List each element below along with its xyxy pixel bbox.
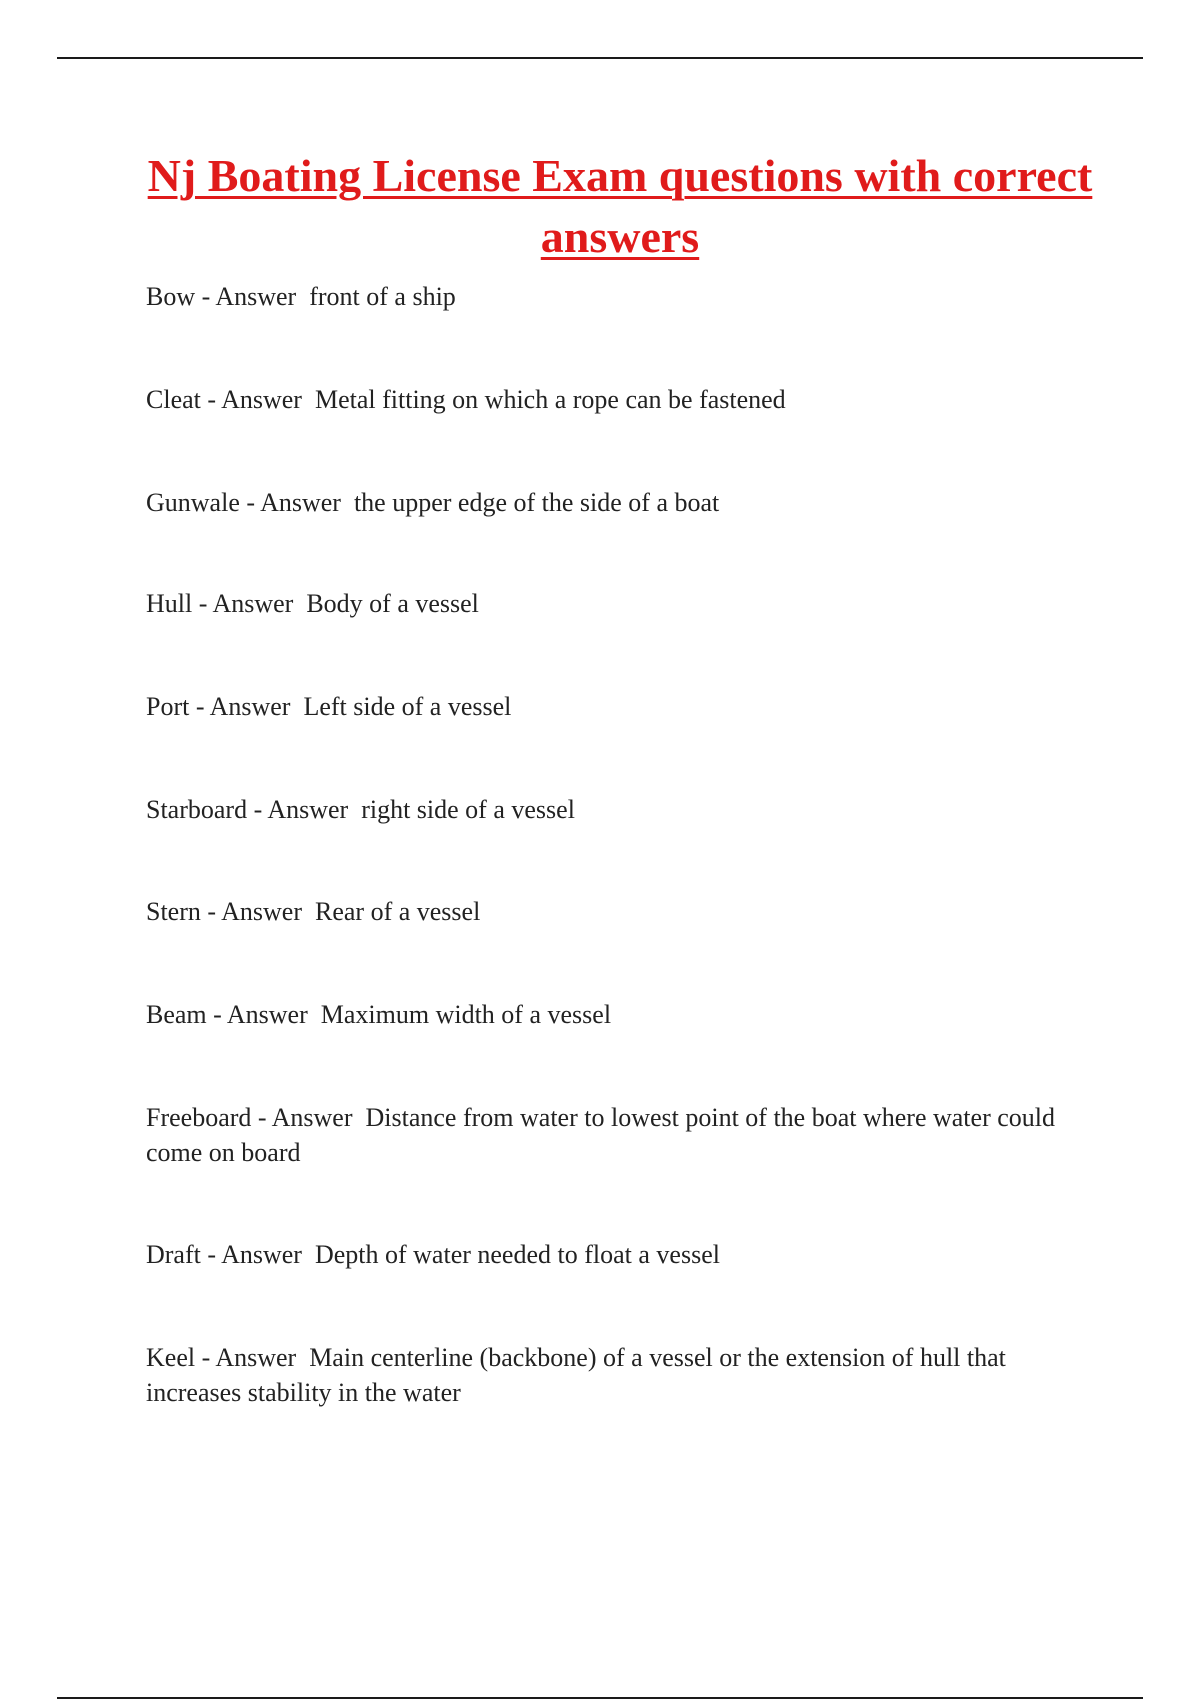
qa-term: Keel <box>146 1343 196 1372</box>
qa-item <box>146 1340 1091 1410</box>
qa-item <box>146 792 1091 827</box>
qa-term: Bow <box>146 282 196 311</box>
qa-separator: - Answer <box>195 282 310 311</box>
qa-separator: - Answer <box>200 385 315 414</box>
qa-item <box>146 382 1091 417</box>
qa-answer: front of a ship <box>309 282 456 311</box>
qa-term: Beam <box>146 1000 207 1029</box>
qa-term: Cleat <box>146 385 201 414</box>
qa-separator: - Answer <box>192 589 307 618</box>
qa-answer: Distance from water to lowest point of the boat where water could come on board <box>146 1103 1055 1167</box>
qa-separator: - Answer <box>206 1000 321 1029</box>
qa-answer: right side of a vessel <box>361 795 575 824</box>
bottom-divider <box>57 1697 1143 1699</box>
qa-answer: the upper edge of the side of a boat <box>353 488 720 517</box>
qa-item <box>146 689 1091 724</box>
qa-item <box>146 997 1091 1032</box>
document-title: Nj Boating License Exam questions with correct answers <box>147 150 1093 262</box>
qa-separator: - Answer <box>247 795 362 824</box>
qa-item <box>146 894 1091 929</box>
qa-separator: - Answer <box>251 1103 366 1132</box>
qa-term: Draft <box>146 1240 201 1269</box>
qa-term: Hull <box>146 589 193 618</box>
qa-answer: Depth of water needed to float a vessel <box>314 1240 720 1269</box>
qa-item <box>146 279 1091 314</box>
qa-separator: - Answer <box>189 692 304 721</box>
qa-item <box>146 485 1091 520</box>
qa-answer: Metal fitting on which a rope can be fastened <box>314 385 786 414</box>
qa-answer: Body of a vessel <box>306 589 479 618</box>
qa-separator: - Answer <box>200 897 315 926</box>
qa-term: Stern <box>146 897 201 926</box>
qa-item <box>146 1237 1091 1272</box>
qa-term: Gunwale <box>146 488 240 517</box>
qa-separator: - Answer <box>195 1343 310 1372</box>
qa-answer: Rear of a vessel <box>314 897 481 926</box>
qa-separator: - Answer <box>200 1240 315 1269</box>
qa-item <box>146 1100 1091 1170</box>
qa-answer: Left side of a vessel <box>303 692 512 721</box>
qa-separator: - Answer <box>239 488 354 517</box>
qa-term: Freeboard <box>146 1103 252 1132</box>
qa-term: Starboard <box>146 795 248 824</box>
qa-answer: Maximum width of a vessel <box>320 1000 612 1029</box>
qa-item <box>146 586 1091 621</box>
qa-answer: Main centerline (backbone) of a vessel or the extension of hull that increases stability in the water <box>146 1343 1006 1407</box>
qa-term: Port <box>146 692 190 721</box>
